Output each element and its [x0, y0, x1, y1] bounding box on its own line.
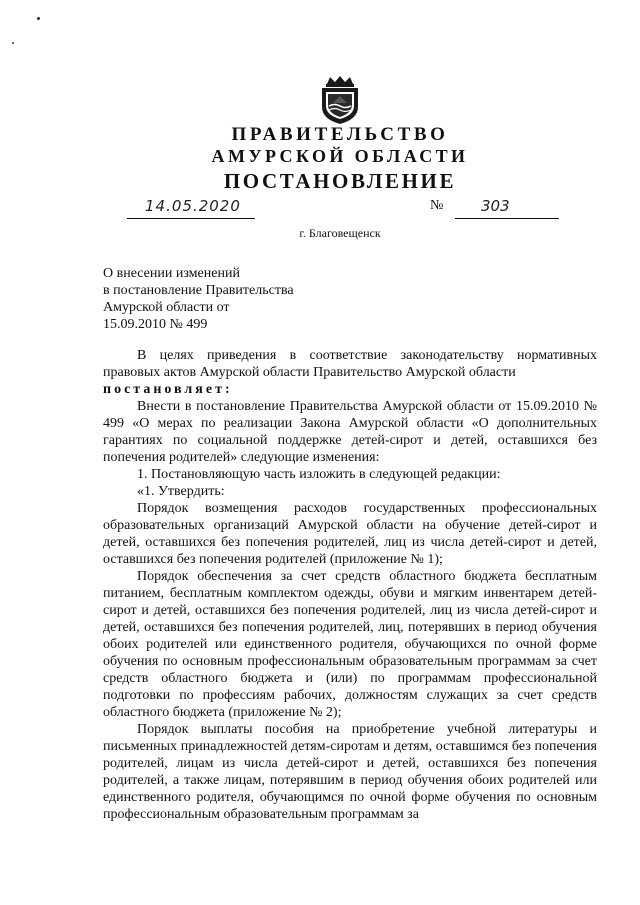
government-title: ПРАВИТЕЛЬСТВО	[231, 124, 449, 145]
preamble-paragraph: В целях приведения в соответствие законодательству нормативных правовых актов Амурской области Правительство Амурской области	[103, 348, 597, 380]
body-paragraph: «1. Утвердить:	[137, 484, 225, 499]
document-type-title: ПОСТАНОВЛЕНИЕ	[223, 169, 457, 193]
number-field	[455, 196, 559, 219]
body-paragraph: Внести в постановление Правительства Амурской области от 15.09.2010 № 499 «О мерах по реализации Закона Амурской области «О дополнительных гарантиях по социальной поддержке детей-сирот и детей, оставшихся без попечения родителей» следующие изменения:	[103, 399, 597, 465]
city-line: г. Благовещенск	[299, 226, 381, 240]
subject-line: Амурской области от	[103, 300, 230, 315]
subject-block	[103, 265, 294, 333]
handwritten-date: 14.05.2020	[145, 197, 241, 215]
subject-line: в постановление Правительства	[103, 283, 294, 298]
body-paragraph: Порядок выплаты пособия на приобретение учебной литературы и письменных принадлежностей детям-сиротам и детям, оставшимся без попечения родителей, лицам из числа детей-сирот и детей, оставшихся без попечения родителей, а также лицам, потерявшим в период обучения обоих родителей или единственного родителя, обучающимся по очной форме обучения по основным профессиональным образовательным программам за	[103, 722, 597, 822]
resolves-keyword: постановляет:	[103, 382, 233, 397]
scan-speck	[37, 17, 40, 20]
subject-line: 15.09.2010 № 499	[103, 317, 208, 332]
coat-of-arms-icon	[319, 75, 361, 125]
number-label: №	[430, 198, 444, 213]
document-body	[103, 347, 597, 823]
body-paragraph: 1. Постановляющую часть изложить в следующей редакции:	[137, 467, 501, 482]
scan-speck	[12, 42, 14, 44]
body-paragraph: Порядок возмещения расходов государственных профессиональных образовательных организаций Амурской области на обучение детей-сирот и детей, оставшихся без попечения родителей, лиц из числа детей-сирот и детей, оставшихся без попечения родителей (приложение № 1);	[103, 501, 597, 567]
region-title: АМУРСКОЙ ОБЛАСТИ	[211, 146, 469, 166]
body-paragraph: Порядок обеспечения за счет средств областного бюджета бесплатным питанием, бесплатным комплектом одежды, обуви и мягким инвентарем детей-сирот и детей, оставшихся без попечения родителей, лиц из числа детей-сирот и детей, оставшихся без попечения родителей, лиц, потерявших в период обучения обоих родителей или единственного родителя, обучающихся по очной форме обучения по основным профессиональным образовательным программам за счет средств областного бюджета и (или) по программам профессиональной подготовки по профессиям рабочих, должностям служащих за счет средств областного бюджета (приложение № 2);	[103, 569, 597, 720]
handwritten-number: 303	[481, 197, 510, 215]
date-field	[127, 196, 255, 219]
subject-line: О внесении изменений	[103, 266, 240, 281]
